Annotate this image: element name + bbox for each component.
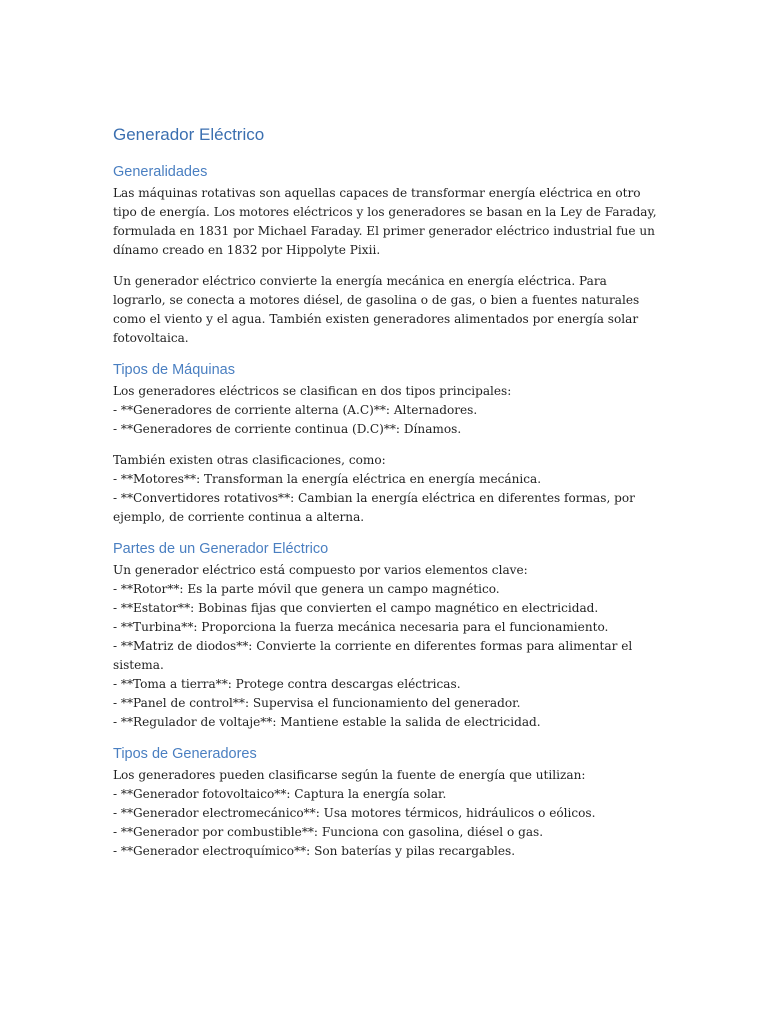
paragraph: Los generadores eléctricos se clasifican en dos tipos principales: - **Generadores de corriente alterna (A.C)**: Alternadores. - **Generadores de corriente continua (D.C)**: Dínamos.: [113, 384, 512, 436]
section-tipos-de-maquinas: [113, 360, 658, 527]
document-title: Generador Eléctrico: [113, 125, 265, 144]
paragraph: Un generador eléctrico convierte la energía mecánica en energía eléctrica. Para lograrlo, se conecta a motores diésel, de gasolina o de gas, o bien a fuentes naturales como el viento y el agua. También existen generadores alimentados por energía solar fotovoltaica.: [113, 274, 640, 345]
section-heading: Tipos de Máquinas: [113, 362, 235, 378]
paragraph: Un generador eléctrico está compuesto por varios elementos clave: - **Rotor**: Es la parte móvil que genera un campo magnético. - **Estator**: Bobinas fijas que convierten el campo magnético en electricidad. - **Turbina**: Proporciona la fuerza mecánica necesaria para el funcionamiento. - **Matriz de diodos**: Convierte la corriente en diferentes formas para alimentar el sistema. - **Toma a tierra**: Protege contra descargas eléctricas. - **Panel de control**: Supervisa el funcionamiento del generador. - **Regulador de voltaje**: Mantiene estable la salida de electricidad.: [113, 563, 633, 729]
section-heading: Generalidades: [113, 164, 208, 180]
paragraph: Los generadores pueden clasificarse según la fuente de energía que utilizan: - **Generador fotovoltaico**: Captura la energía solar. - **Generador electromecánico**: Usa motores térmicos, hidráulicos o eólicos. - **Generador por combustible**: Funciona con gasolina, diésel o gas. - **Generador electroquímico**: Son baterías y pilas recargables.: [113, 768, 596, 858]
section-tipos-de-generadores: [113, 744, 658, 861]
section-partes-generador: [113, 539, 658, 732]
paragraph: Las máquinas rotativas son aquellas capaces de transformar energía eléctrica en otro tipo de energía. Los motores eléctricos y los generadores se basan en la Ley de Faraday, formulada en 1831 por Michael Faraday. El primer generador eléctrico industrial fue un dínamo creado en 1832 por Hippolyte Pixii.: [113, 186, 657, 257]
section-heading: Tipos de Generadores: [113, 746, 257, 762]
document-page: [113, 120, 658, 873]
section-generalidades: [113, 162, 658, 348]
paragraph: También existen otras clasificaciones, como: - **Motores**: Transforman la energía eléctrica en energía mecánica. - **Convertidores rotativos**: Cambian la energía eléctrica en diferentes formas, por ejemplo, de corriente continua a alterna.: [113, 453, 635, 524]
section-heading: Partes de un Generador Eléctrico: [113, 541, 329, 557]
